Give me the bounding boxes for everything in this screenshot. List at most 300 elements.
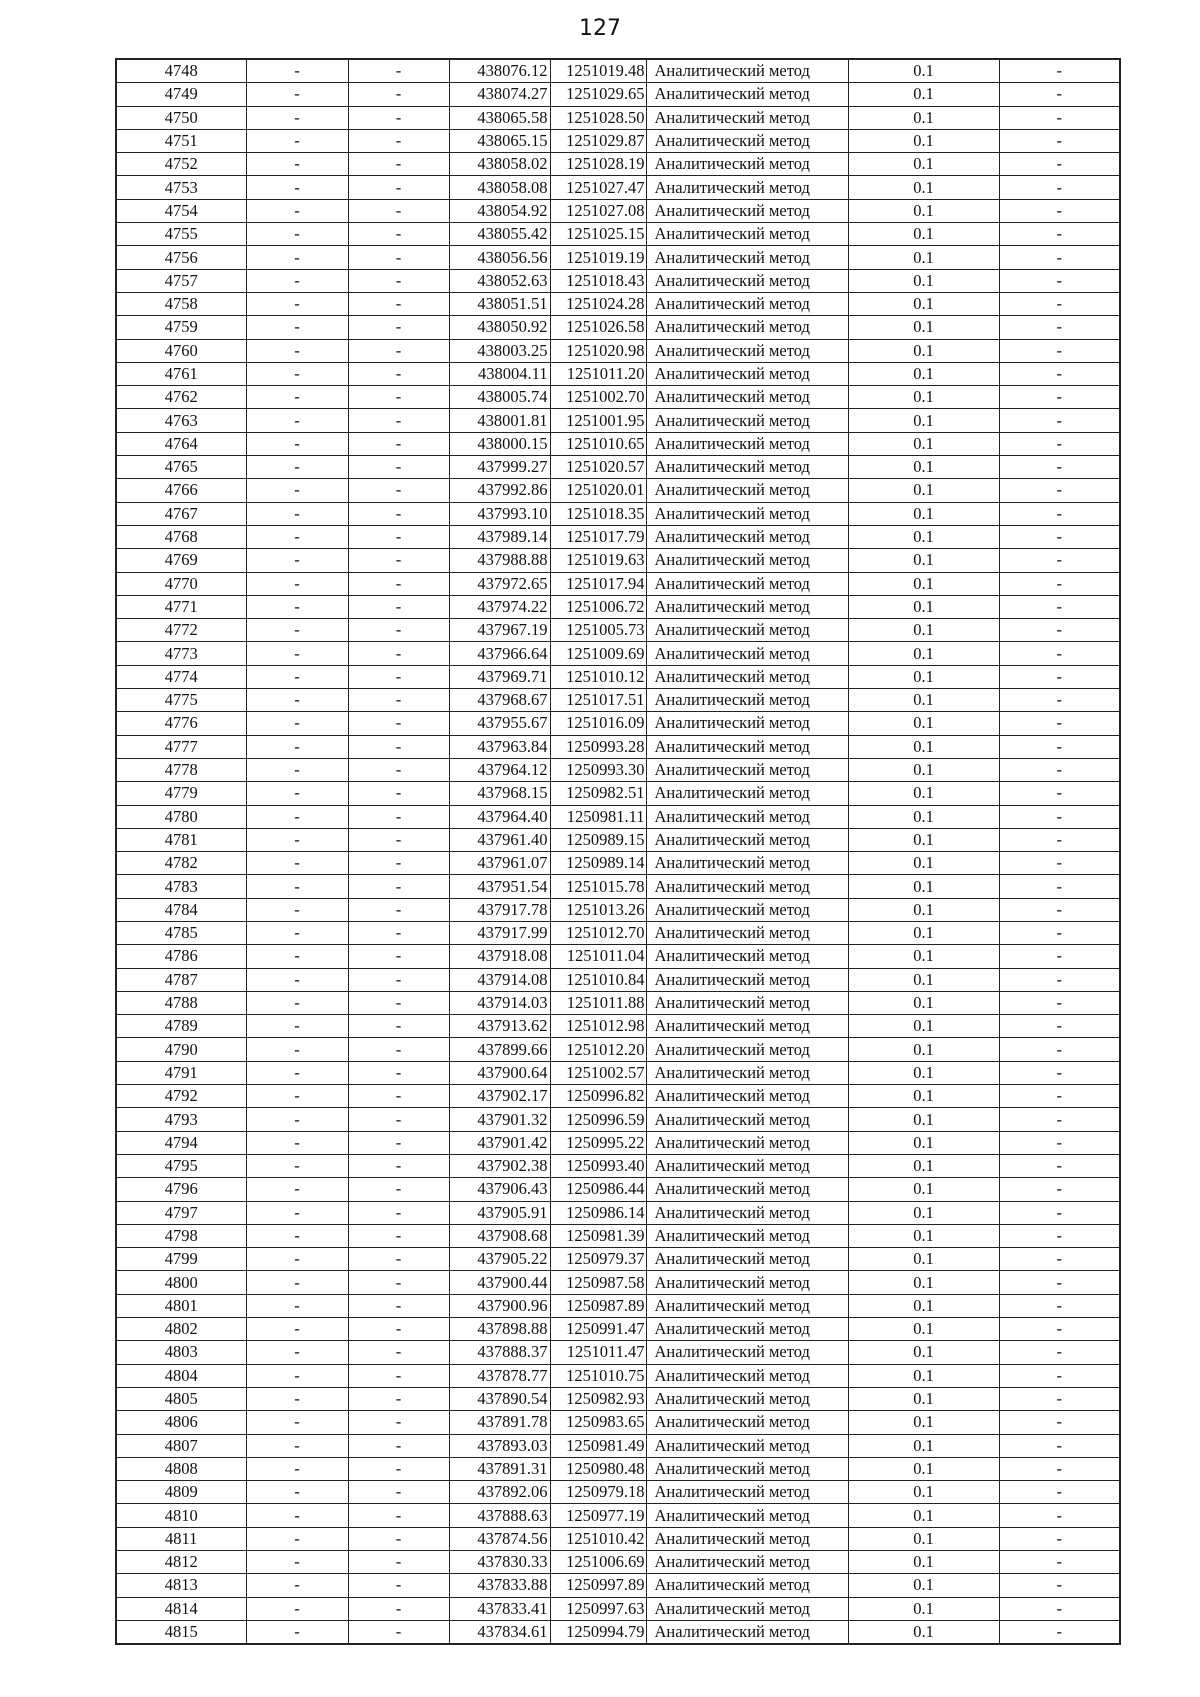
point-number-cell: 4767	[116, 502, 246, 525]
method-cell: Аналитический метод	[646, 712, 848, 735]
point-number-cell: 4757	[116, 269, 246, 292]
empty-cell: -	[348, 898, 449, 921]
empty-cell: -	[999, 898, 1120, 921]
accuracy-cell: 0.1	[848, 269, 999, 292]
point-number-cell: 4794	[116, 1131, 246, 1154]
method-cell: Аналитический метод	[646, 386, 848, 409]
table-row	[116, 269, 1120, 292]
y-coordinate-cell: 1250979.37	[550, 1248, 646, 1271]
accuracy-cell: 0.1	[848, 1294, 999, 1317]
y-coordinate-cell: 1250994.79	[550, 1620, 646, 1644]
table-row	[116, 642, 1120, 665]
empty-cell: -	[246, 1131, 348, 1154]
y-coordinate-cell: 1250982.51	[550, 782, 646, 805]
accuracy-cell: 0.1	[848, 1574, 999, 1597]
x-coordinate-cell: 437914.08	[449, 968, 550, 991]
point-number-cell: 4790	[116, 1038, 246, 1061]
y-coordinate-cell: 1251024.28	[550, 292, 646, 315]
point-number-cell: 4755	[116, 223, 246, 246]
empty-cell: -	[999, 1015, 1120, 1038]
empty-cell: -	[246, 83, 348, 106]
accuracy-cell: 0.1	[848, 1154, 999, 1177]
empty-cell: -	[246, 362, 348, 385]
empty-cell: -	[348, 502, 449, 525]
empty-cell: -	[999, 642, 1120, 665]
empty-cell: -	[999, 1061, 1120, 1084]
empty-cell: -	[348, 386, 449, 409]
accuracy-cell: 0.1	[848, 176, 999, 199]
method-cell: Аналитический метод	[646, 1574, 848, 1597]
method-cell: Аналитический метод	[646, 1364, 848, 1387]
y-coordinate-cell: 1250980.48	[550, 1457, 646, 1480]
x-coordinate-cell: 437902.17	[449, 1085, 550, 1108]
table-row	[116, 875, 1120, 898]
point-number-cell: 4786	[116, 945, 246, 968]
empty-cell: -	[999, 875, 1120, 898]
x-coordinate-cell: 437833.41	[449, 1597, 550, 1620]
accuracy-cell: 0.1	[848, 1061, 999, 1084]
empty-cell: -	[246, 828, 348, 851]
empty-cell: -	[999, 1597, 1120, 1620]
y-coordinate-cell: 1251019.48	[550, 59, 646, 83]
empty-cell: -	[246, 1387, 348, 1410]
y-coordinate-cell: 1251012.98	[550, 1015, 646, 1038]
table-row	[116, 1131, 1120, 1154]
table-row	[116, 1224, 1120, 1247]
point-number-cell: 4753	[116, 176, 246, 199]
x-coordinate-cell: 437963.84	[449, 735, 550, 758]
method-cell: Аналитический метод	[646, 223, 848, 246]
empty-cell: -	[999, 1341, 1120, 1364]
empty-cell: -	[348, 1387, 449, 1410]
empty-cell: -	[246, 106, 348, 129]
y-coordinate-cell: 1251020.57	[550, 456, 646, 479]
empty-cell: -	[348, 1318, 449, 1341]
point-number-cell: 4764	[116, 432, 246, 455]
point-number-cell: 4807	[116, 1434, 246, 1457]
table-row	[116, 898, 1120, 921]
method-cell: Аналитический метод	[646, 339, 848, 362]
empty-cell: -	[999, 619, 1120, 642]
accuracy-cell: 0.1	[848, 409, 999, 432]
y-coordinate-cell: 1251010.75	[550, 1364, 646, 1387]
accuracy-cell: 0.1	[848, 1318, 999, 1341]
method-cell: Аналитический метод	[646, 1224, 848, 1247]
method-cell: Аналитический метод	[646, 1131, 848, 1154]
empty-cell: -	[348, 432, 449, 455]
empty-cell: -	[348, 106, 449, 129]
point-number-cell: 4749	[116, 83, 246, 106]
point-number-cell: 4763	[116, 409, 246, 432]
empty-cell: -	[246, 968, 348, 991]
empty-cell: -	[999, 432, 1120, 455]
point-number-cell: 4813	[116, 1574, 246, 1597]
x-coordinate-cell: 437966.64	[449, 642, 550, 665]
empty-cell: -	[348, 1527, 449, 1550]
x-coordinate-cell: 438052.63	[449, 269, 550, 292]
y-coordinate-cell: 1251001.95	[550, 409, 646, 432]
empty-cell: -	[348, 968, 449, 991]
table-row	[116, 199, 1120, 222]
point-number-cell: 4788	[116, 991, 246, 1014]
accuracy-cell: 0.1	[848, 898, 999, 921]
method-cell: Аналитический метод	[646, 456, 848, 479]
table-row	[116, 1108, 1120, 1131]
table-row	[116, 805, 1120, 828]
table-row	[116, 828, 1120, 851]
empty-cell: -	[246, 409, 348, 432]
table-row	[116, 1481, 1120, 1504]
accuracy-cell: 0.1	[848, 1364, 999, 1387]
method-cell: Аналитический метод	[646, 1271, 848, 1294]
empty-cell: -	[348, 83, 449, 106]
accuracy-cell: 0.1	[848, 1224, 999, 1247]
y-coordinate-cell: 1250987.89	[550, 1294, 646, 1317]
table-row	[116, 1411, 1120, 1434]
point-number-cell: 4772	[116, 619, 246, 642]
accuracy-cell: 0.1	[848, 362, 999, 385]
point-number-cell: 4801	[116, 1294, 246, 1317]
x-coordinate-cell: 437890.54	[449, 1387, 550, 1410]
accuracy-cell: 0.1	[848, 106, 999, 129]
point-number-cell: 4779	[116, 782, 246, 805]
table-row	[116, 1294, 1120, 1317]
x-coordinate-cell: 437901.42	[449, 1131, 550, 1154]
empty-cell: -	[246, 1294, 348, 1317]
empty-cell: -	[999, 1481, 1120, 1504]
empty-cell: -	[348, 409, 449, 432]
table-row	[116, 689, 1120, 712]
point-number-cell: 4800	[116, 1271, 246, 1294]
x-coordinate-cell: 437955.67	[449, 712, 550, 735]
empty-cell: -	[348, 665, 449, 688]
x-coordinate-cell: 437989.14	[449, 525, 550, 548]
point-number-cell: 4778	[116, 758, 246, 781]
empty-cell: -	[348, 1341, 449, 1364]
x-coordinate-cell: 437961.40	[449, 828, 550, 851]
empty-cell: -	[246, 619, 348, 642]
method-cell: Аналитический метод	[646, 1434, 848, 1457]
point-number-cell: 4774	[116, 665, 246, 688]
method-cell: Аналитический метод	[646, 502, 848, 525]
accuracy-cell: 0.1	[848, 1597, 999, 1620]
table-row	[116, 1364, 1120, 1387]
y-coordinate-cell: 1251015.78	[550, 875, 646, 898]
x-coordinate-cell: 437891.31	[449, 1457, 550, 1480]
empty-cell: -	[348, 619, 449, 642]
x-coordinate-cell: 437830.33	[449, 1551, 550, 1574]
point-number-cell: 4756	[116, 246, 246, 269]
table-row	[116, 1085, 1120, 1108]
accuracy-cell: 0.1	[848, 549, 999, 572]
empty-cell: -	[999, 1620, 1120, 1644]
empty-cell: -	[246, 1154, 348, 1177]
empty-cell: -	[246, 1038, 348, 1061]
page-number: 127	[579, 16, 621, 41]
empty-cell: -	[348, 1131, 449, 1154]
empty-cell: -	[246, 525, 348, 548]
x-coordinate-cell: 437900.44	[449, 1271, 550, 1294]
empty-cell: -	[999, 1248, 1120, 1271]
table-row	[116, 339, 1120, 362]
empty-cell: -	[999, 595, 1120, 618]
method-cell: Аналитический метод	[646, 642, 848, 665]
empty-cell: -	[999, 1551, 1120, 1574]
x-coordinate-cell: 437899.66	[449, 1038, 550, 1061]
method-cell: Аналитический метод	[646, 1015, 848, 1038]
accuracy-cell: 0.1	[848, 921, 999, 944]
point-number-cell: 4769	[116, 549, 246, 572]
x-coordinate-cell: 437917.99	[449, 921, 550, 944]
method-cell: Аналитический метод	[646, 525, 848, 548]
y-coordinate-cell: 1251006.69	[550, 1551, 646, 1574]
y-coordinate-cell: 1251011.20	[550, 362, 646, 385]
accuracy-cell: 0.1	[848, 852, 999, 875]
method-cell: Аналитический метод	[646, 129, 848, 152]
point-number-cell: 4791	[116, 1061, 246, 1084]
table-row	[116, 362, 1120, 385]
empty-cell: -	[348, 875, 449, 898]
accuracy-cell: 0.1	[848, 1551, 999, 1574]
x-coordinate-cell: 438003.25	[449, 339, 550, 362]
empty-cell: -	[348, 223, 449, 246]
accuracy-cell: 0.1	[848, 782, 999, 805]
table-row	[116, 432, 1120, 455]
point-number-cell: 4795	[116, 1154, 246, 1177]
y-coordinate-cell: 1251013.26	[550, 898, 646, 921]
accuracy-cell: 0.1	[848, 1457, 999, 1480]
empty-cell: -	[246, 642, 348, 665]
empty-cell: -	[246, 735, 348, 758]
point-number-cell: 4781	[116, 828, 246, 851]
method-cell: Аналитический метод	[646, 875, 848, 898]
table-row	[116, 1201, 1120, 1224]
table-row	[116, 1061, 1120, 1084]
table-row	[116, 1620, 1120, 1644]
empty-cell: -	[999, 59, 1120, 83]
point-number-cell: 4759	[116, 316, 246, 339]
point-number-cell: 4814	[116, 1597, 246, 1620]
method-cell: Аналитический метод	[646, 409, 848, 432]
table-row	[116, 316, 1120, 339]
method-cell: Аналитический метод	[646, 1551, 848, 1574]
x-coordinate-cell: 437901.32	[449, 1108, 550, 1131]
y-coordinate-cell: 1250981.11	[550, 805, 646, 828]
x-coordinate-cell: 437988.88	[449, 549, 550, 572]
y-coordinate-cell: 1250996.59	[550, 1108, 646, 1131]
y-coordinate-cell: 1251011.47	[550, 1341, 646, 1364]
method-cell: Аналитический метод	[646, 968, 848, 991]
y-coordinate-cell: 1250997.63	[550, 1597, 646, 1620]
empty-cell: -	[348, 595, 449, 618]
empty-cell: -	[999, 1271, 1120, 1294]
x-coordinate-cell: 438005.74	[449, 386, 550, 409]
empty-cell: -	[999, 852, 1120, 875]
x-coordinate-cell: 437969.71	[449, 665, 550, 688]
point-number-cell: 4773	[116, 642, 246, 665]
empty-cell: -	[348, 246, 449, 269]
y-coordinate-cell: 1251025.15	[550, 223, 646, 246]
x-coordinate-cell: 438074.27	[449, 83, 550, 106]
point-number-cell: 4780	[116, 805, 246, 828]
accuracy-cell: 0.1	[848, 339, 999, 362]
empty-cell: -	[348, 269, 449, 292]
empty-cell: -	[246, 153, 348, 176]
table-row	[116, 619, 1120, 642]
empty-cell: -	[348, 1294, 449, 1317]
x-coordinate-cell: 437918.08	[449, 945, 550, 968]
x-coordinate-cell: 438076.12	[449, 59, 550, 83]
point-number-cell: 4776	[116, 712, 246, 735]
accuracy-cell: 0.1	[848, 828, 999, 851]
accuracy-cell: 0.1	[848, 502, 999, 525]
empty-cell: -	[999, 1224, 1120, 1247]
x-coordinate-cell: 437964.12	[449, 758, 550, 781]
x-coordinate-cell: 437999.27	[449, 456, 550, 479]
method-cell: Аналитический метод	[646, 153, 848, 176]
accuracy-cell: 0.1	[848, 1504, 999, 1527]
accuracy-cell: 0.1	[848, 595, 999, 618]
accuracy-cell: 0.1	[848, 875, 999, 898]
empty-cell: -	[348, 572, 449, 595]
x-coordinate-cell: 437905.91	[449, 1201, 550, 1224]
accuracy-cell: 0.1	[848, 991, 999, 1014]
empty-cell: -	[999, 945, 1120, 968]
empty-cell: -	[246, 1457, 348, 1480]
y-coordinate-cell: 1250989.15	[550, 828, 646, 851]
point-number-cell: 4810	[116, 1504, 246, 1527]
empty-cell: -	[348, 712, 449, 735]
x-coordinate-cell: 437917.78	[449, 898, 550, 921]
empty-cell: -	[999, 1154, 1120, 1177]
empty-cell: -	[246, 176, 348, 199]
method-cell: Аналитический метод	[646, 1620, 848, 1644]
table-row	[116, 1527, 1120, 1550]
y-coordinate-cell: 1250995.22	[550, 1131, 646, 1154]
empty-cell: -	[999, 1527, 1120, 1550]
empty-cell: -	[348, 456, 449, 479]
method-cell: Аналитический метод	[646, 1481, 848, 1504]
x-coordinate-cell: 437913.62	[449, 1015, 550, 1038]
table-row	[116, 1434, 1120, 1457]
empty-cell: -	[348, 1108, 449, 1131]
method-cell: Аналитический метод	[646, 1085, 848, 1108]
empty-cell: -	[246, 1015, 348, 1038]
coordinates-table	[115, 58, 1121, 1645]
empty-cell: -	[999, 1387, 1120, 1410]
method-cell: Аналитический метод	[646, 595, 848, 618]
y-coordinate-cell: 1251019.19	[550, 246, 646, 269]
point-number-cell: 4748	[116, 59, 246, 83]
empty-cell: -	[348, 1434, 449, 1457]
accuracy-cell: 0.1	[848, 246, 999, 269]
empty-cell: -	[999, 921, 1120, 944]
y-coordinate-cell: 1250997.89	[550, 1574, 646, 1597]
table-body	[116, 59, 1120, 1644]
y-coordinate-cell: 1251011.04	[550, 945, 646, 968]
method-cell: Аналитический метод	[646, 269, 848, 292]
x-coordinate-cell: 437878.77	[449, 1364, 550, 1387]
empty-cell: -	[999, 1178, 1120, 1201]
accuracy-cell: 0.1	[848, 712, 999, 735]
empty-cell: -	[246, 199, 348, 222]
x-coordinate-cell: 437992.86	[449, 479, 550, 502]
table-row	[116, 852, 1120, 875]
accuracy-cell: 0.1	[848, 805, 999, 828]
x-coordinate-cell: 437888.63	[449, 1504, 550, 1527]
empty-cell: -	[246, 805, 348, 828]
accuracy-cell: 0.1	[848, 479, 999, 502]
x-coordinate-cell: 437964.40	[449, 805, 550, 828]
table-row	[116, 525, 1120, 548]
table-row	[116, 921, 1120, 944]
empty-cell: -	[999, 525, 1120, 548]
method-cell: Аналитический метод	[646, 991, 848, 1014]
y-coordinate-cell: 1251028.50	[550, 106, 646, 129]
empty-cell: -	[348, 1201, 449, 1224]
table-row	[116, 549, 1120, 572]
method-cell: Аналитический метод	[646, 362, 848, 385]
table-row	[116, 782, 1120, 805]
empty-cell: -	[348, 805, 449, 828]
point-number-cell: 4802	[116, 1318, 246, 1341]
empty-cell: -	[348, 1597, 449, 1620]
point-number-cell: 4750	[116, 106, 246, 129]
point-number-cell: 4792	[116, 1085, 246, 1108]
empty-cell: -	[999, 1434, 1120, 1457]
empty-cell: -	[246, 991, 348, 1014]
accuracy-cell: 0.1	[848, 1387, 999, 1410]
method-cell: Аналитический метод	[646, 1248, 848, 1271]
empty-cell: -	[999, 246, 1120, 269]
empty-cell: -	[246, 1108, 348, 1131]
method-cell: Аналитический метод	[646, 1318, 848, 1341]
empty-cell: -	[999, 572, 1120, 595]
empty-cell: -	[999, 712, 1120, 735]
accuracy-cell: 0.1	[848, 665, 999, 688]
y-coordinate-cell: 1251020.98	[550, 339, 646, 362]
y-coordinate-cell: 1251016.09	[550, 712, 646, 735]
x-coordinate-cell: 438051.51	[449, 292, 550, 315]
y-coordinate-cell: 1250986.14	[550, 1201, 646, 1224]
method-cell: Аналитический метод	[646, 921, 848, 944]
point-number-cell: 4798	[116, 1224, 246, 1247]
empty-cell: -	[246, 1271, 348, 1294]
method-cell: Аналитический метод	[646, 432, 848, 455]
y-coordinate-cell: 1250996.82	[550, 1085, 646, 1108]
point-number-cell: 4805	[116, 1387, 246, 1410]
empty-cell: -	[348, 758, 449, 781]
point-number-cell: 4803	[116, 1341, 246, 1364]
empty-cell: -	[999, 1411, 1120, 1434]
x-coordinate-cell: 438004.11	[449, 362, 550, 385]
accuracy-cell: 0.1	[848, 689, 999, 712]
method-cell: Аналитический метод	[646, 1178, 848, 1201]
x-coordinate-cell: 438056.56	[449, 246, 550, 269]
empty-cell: -	[348, 782, 449, 805]
empty-cell: -	[999, 1085, 1120, 1108]
method-cell: Аналитический метод	[646, 758, 848, 781]
x-coordinate-cell: 438050.92	[449, 316, 550, 339]
method-cell: Аналитический метод	[646, 689, 848, 712]
x-coordinate-cell: 437902.38	[449, 1154, 550, 1177]
empty-cell: -	[348, 852, 449, 875]
method-cell: Аналитический метод	[646, 619, 848, 642]
table-row	[116, 479, 1120, 502]
point-number-cell: 4787	[116, 968, 246, 991]
empty-cell: -	[348, 735, 449, 758]
x-coordinate-cell: 437900.96	[449, 1294, 550, 1317]
